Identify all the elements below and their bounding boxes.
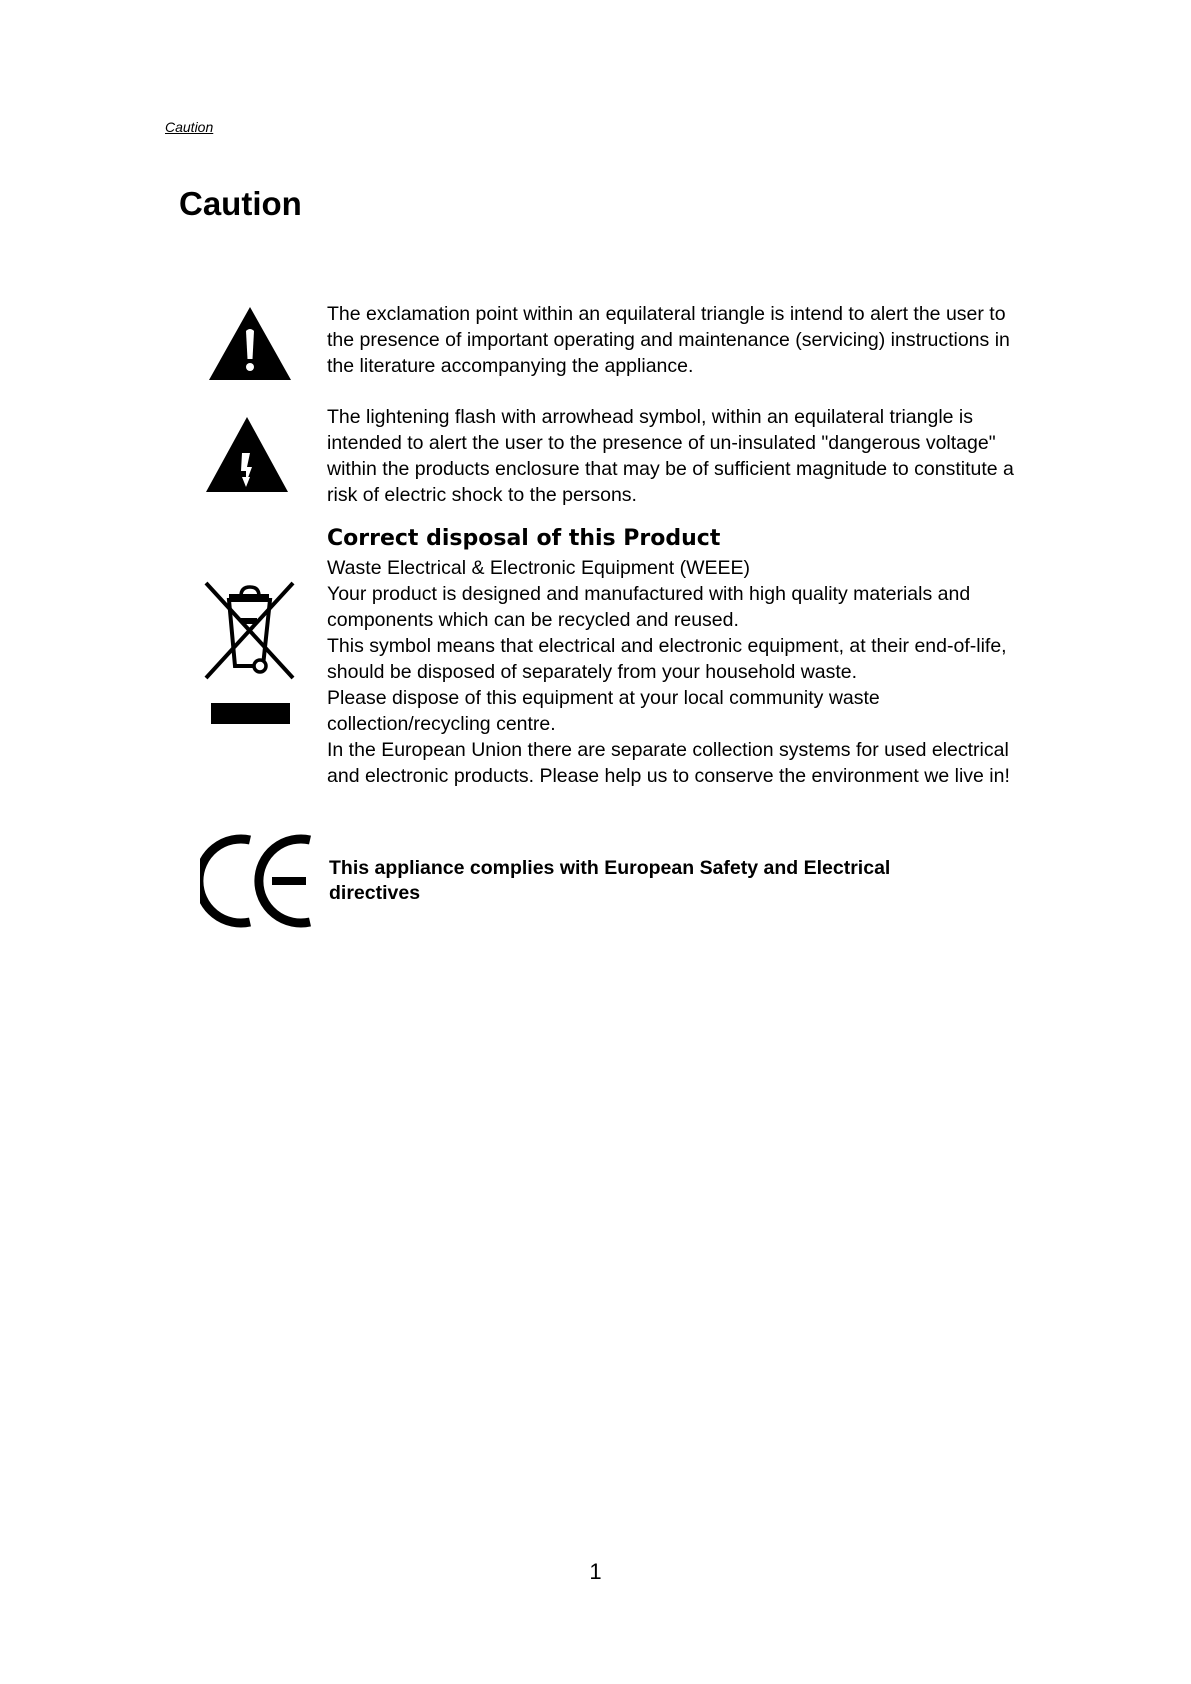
text-line: directives	[329, 882, 421, 904]
text-line: should be disposed of separately from your household waste.	[327, 661, 858, 683]
text-line: Please dispose of this equipment at your local community waste	[327, 687, 880, 709]
lightning-description	[327, 404, 1077, 508]
text-line: Waste Electrical & Electronic Equipment (WEEE)	[327, 557, 750, 579]
text-line: The exclamation point within an equilateral triangle is intend to alert the user to	[327, 303, 1006, 325]
disposal-heading: Correct disposal of this Product	[327, 526, 721, 551]
page-number: 1	[589, 1559, 602, 1584]
running-header: Caution	[165, 119, 214, 135]
crossed-out-wheelie-bin-icon	[203, 578, 297, 728]
page-title: Caution	[179, 185, 302, 222]
ce-compliance-text	[329, 856, 890, 906]
text-line: collection/recycling centre.	[327, 713, 556, 735]
ce-mark-icon	[200, 834, 315, 928]
lightning-triangle-icon	[204, 415, 290, 493]
text-line: intended to alert the user to the presence of un-insulated "dangerous voltage"	[327, 432, 996, 454]
text-line: the presence of important operating and maintenance (servicing) instructions in	[327, 329, 1010, 351]
text-line: and electronic products. Please help us to conserve the environment we live in!	[327, 765, 1010, 787]
text-line: Your product is designed and manufactured with high quality materials and	[327, 583, 971, 605]
text-line: This symbol means that electrical and electronic equipment, at their end-of-life,	[327, 635, 1007, 657]
text-line: within the products enclosure that may be of sufficient magnitude to constitute a	[327, 458, 1014, 480]
text-line: risk of electric shock to the persons.	[327, 484, 637, 506]
text-line: The lightening flash with arrowhead symbol, within an equilateral triangle is	[327, 406, 974, 428]
text-line: This appliance complies with European Safety and Electrical	[329, 857, 891, 879]
disposal-description	[327, 555, 1077, 789]
text-line: components which can be recycled and reused.	[327, 609, 739, 631]
exclamation-triangle-icon	[207, 305, 293, 381]
text-line: In the European Union there are separate collection systems for used electrical	[327, 739, 1009, 761]
text-line: the literature accompanying the appliance.	[327, 355, 694, 377]
exclamation-description	[327, 301, 1077, 379]
